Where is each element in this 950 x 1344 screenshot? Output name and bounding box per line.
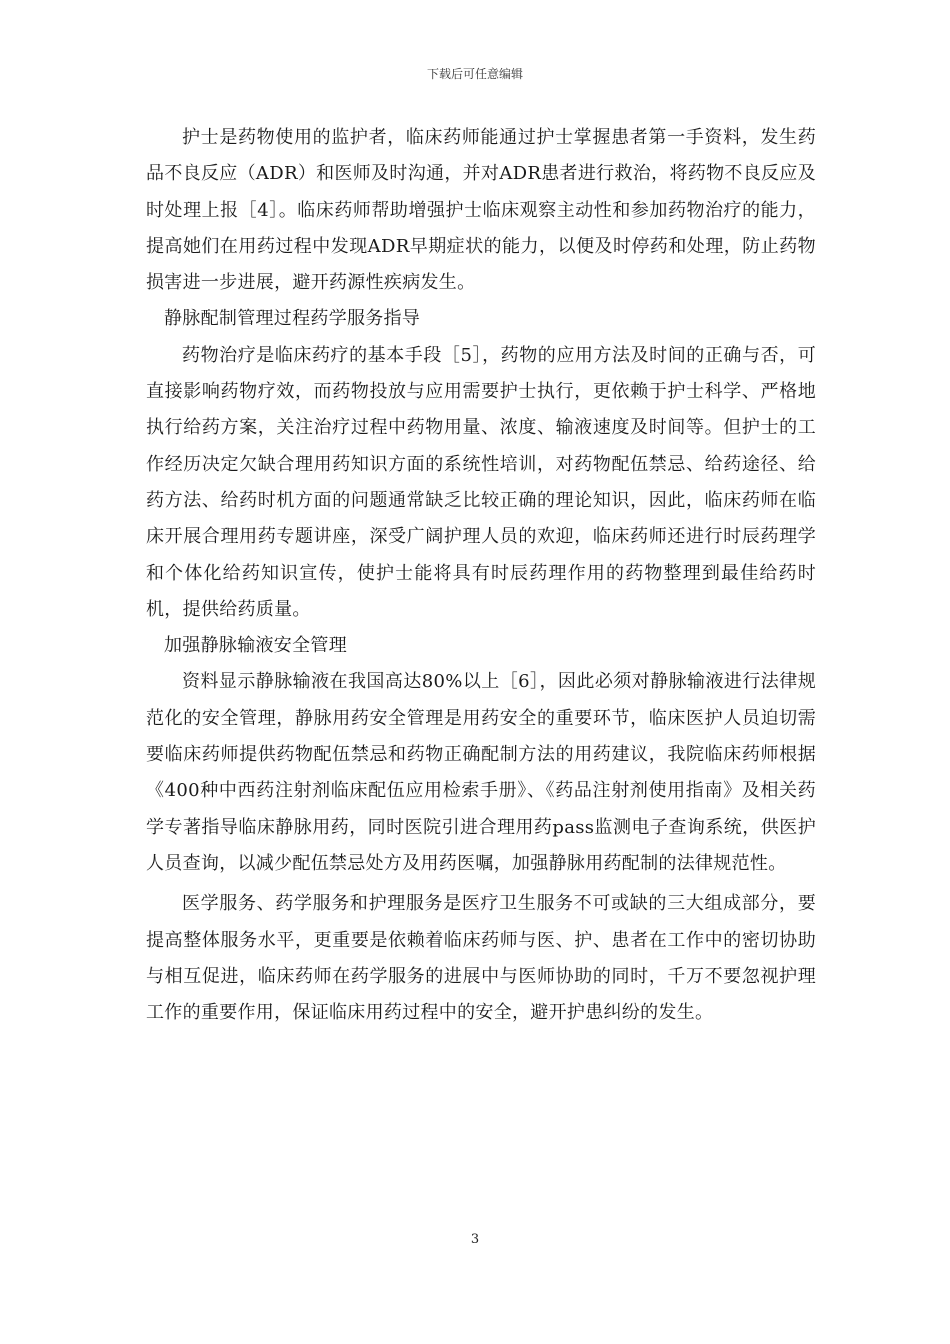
paragraph-nurse-role: 护士是药物使用的监护者，临床药师能通过护士掌握患者第一手资料，发生药品不良反应（ADR）和医师及时沟通，并对ADR患者进行救治，将药物不良反应及时处理上报［4］。临床药师帮助增强护士临床观察主动性和参加药物治疗的能力，提高她们在用药过程中发现ADR早期症状的能力，以便及时停药和处理，防止药物损害进一步进展，避开药源性疾病发生。 [146, 127, 816, 294]
document-body [146, 120, 816, 1031]
section-heading-iv-safety: 加强静脉输液安全管理 [164, 635, 347, 657]
paragraph-iv-infusion: 资料显示静脉输液在我国高达80%以上［6］，因此必须对静脉输液进行法律规范化的安全管理，静脉用药安全管理是用药安全的重要环节，临床医护人员迫切需要临床药师提供药物配伍禁忌和药物正确配制方法的用药建议，我院临床药师根据《400种中西药注射剂临床配伍应用检索手册》、《药品注射剂使用指南》及相关药学专著指导临床静脉用药，同时医院引进合理用药pass监测电子查询系统，供医护人员查询，以减少配伍禁忌处方及用药医嘱，加强静脉用药配制的法律规范性。 [146, 671, 816, 874]
page-header: 下载后可任意编辑 [426, 67, 523, 81]
paragraph-drug-therapy: 药物治疗是临床药疗的基本手段［5］，药物的应用方法及时间的正确与否，可直接影响药物疗效，而药物投放与应用需要护士执行，更依赖于护士科学、严格地执行给药方案，关注治疗过程中药物用量、浓度、输液速度及时间等。但护士的工作经历决定欠缺合理用药知识方面的系统性培训，对药物配伍禁忌、给药途径、给药方法、给药时机方面的问题通常缺乏比较正确的理论知识，因此，临床药师在临床开展合理用药专题讲座，深受广阔护理人员的欢迎，临床药师还进行时辰药理学和个体化给药知识宣传，使护士能将具有时辰药理作用的药物整理到最佳给药时机，提供给药质量。 [146, 344, 816, 620]
section-heading-iv-preparation: 静脉配制管理过程药学服务指导 [164, 308, 421, 330]
paragraph-conclusion: 医学服务、药学服务和护理服务是医疗卫生服务不可或缺的三大组成部分，要提高整体服务水平，更重要是依赖着临床药师与医、护、患者在工作中的密切协助与相互促进，临床药师在药学服务的进展中与医师协助的同时，千万不要忽视护理工作的重要作用，保证临床用药过程中的安全，避开护患纠纷的发生。 [146, 893, 816, 1024]
page-number: 3 [470, 1232, 480, 1247]
